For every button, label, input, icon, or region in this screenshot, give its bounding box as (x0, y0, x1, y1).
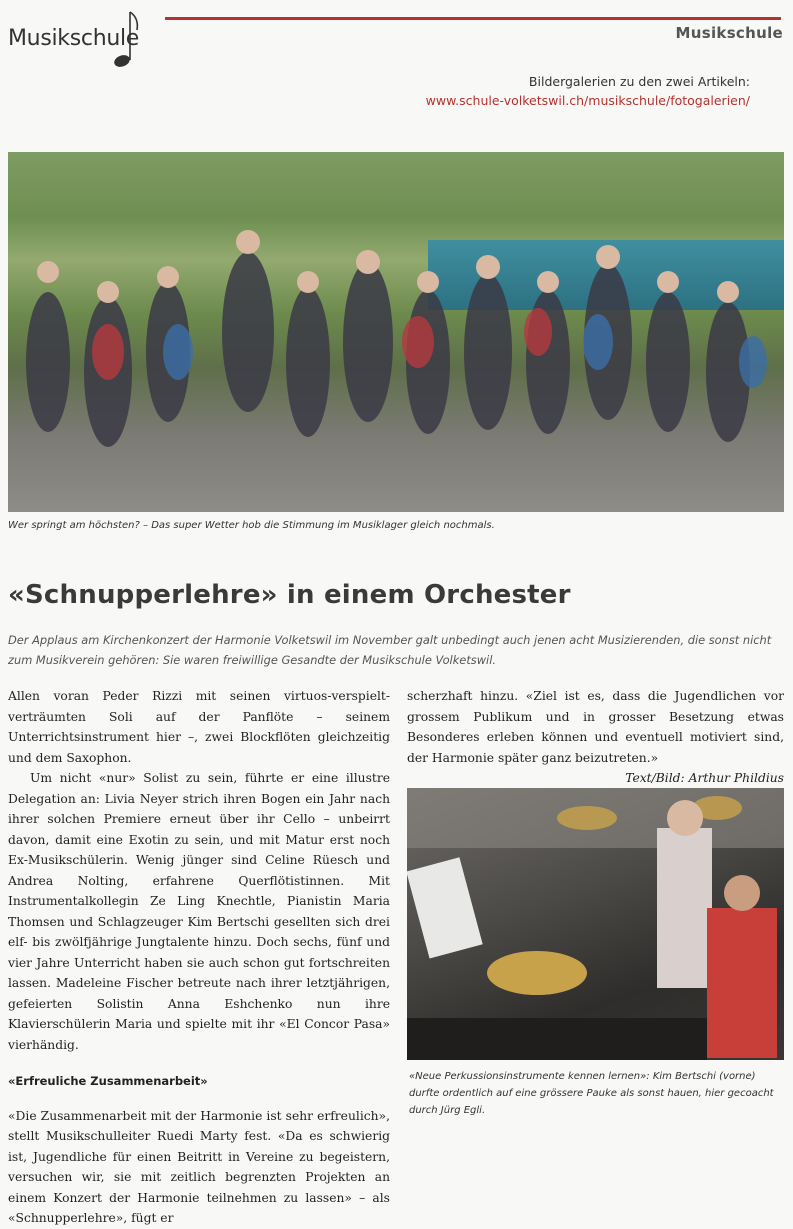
gallery-note (420, 72, 750, 110)
header-rule (165, 17, 781, 20)
paragraph: «Die Zusammenarbeit mit der Harmonie ist sehr erfreulich», stellt Musikschulleiter Ruedi Marty fest. «Da es schwierig ist, Jugendliche für einen Beitritt in Vereine zu begeistern, versuchen wir, sie mit zeitlich begrenzten Projekten an einem Konzert der Harmonie teilnehmen zu lassen» – als «Schnupperlehre», fügt er (8, 1108, 390, 1225)
section-label: Musikschule (675, 24, 783, 42)
article-subhead: «Erfreuliche Zusammenarbeit» (8, 1074, 208, 1088)
paragraph: Um nicht «nur» Solist zu sein, führte er eine illustre Delegation an: Livia Neyer strich ihren Bogen ein Jahr nach ihrer solchen Premiere erneut über ihr Cello – unbeirrt davon, damit eine Exotin zu sein, und mit Matur erst noch Ex-Musikschülerin. Wenig jünger sind Celine Rüesch und Andrea Nolting, erfahrene Querflötistinnen. Mit Instrumentalkollegin Ze Ling Knechtle, Pianistin Maria Thomsen und Schlagzeuger Kim Bertschi gesellten sich drei elf- bis zwölfjährige Jungtalente hinzu. Doch sechs, fünf und vier Jahre Unterricht haben sie auch schon gut fortschreiten lassen. Madeleine Fischer betreute nach ihrer letztjährigen, gefeierten Solistin Anna Eshchenko nun ihre Klavierschülerin Maria und spielte mit ihr «El Concor Pasa» vierhändig. (8, 771, 390, 1052)
photo-percussion-illustration (407, 788, 784, 1060)
photo-crowd-illustration (8, 212, 784, 512)
photo-caption: Wer springt am höchsten? – Das super Wetter hob die Stimmung im Musiklager gleich nochmals. (8, 520, 495, 531)
author-credit: Text/Bild: Arthur Phildius (625, 771, 784, 785)
article-column-right (407, 686, 784, 789)
photo-caption: «Neue Perkussionsinstrumente kennen lernen»: Kim Bertschi (vorne) durfte ordentlich auf eine grössere Pauke als sonst hauen, hier gecoacht durch Jürg Egli. (409, 1071, 774, 1116)
gallery-title: Bildergalerien zu den zwei Artikeln: (528, 74, 750, 89)
group-photo (8, 152, 784, 512)
logo-text: Musikschule (8, 26, 140, 51)
article-column-left (8, 686, 390, 1229)
paragraph: Allen voran Peder Rizzi mit seinen virtuos-verspielt-verträumten Soli auf der Panflöte – seinem Unterrichtsinstrument hier –, zwei Blockflöten gleichzeitig und dem Saxophon. (8, 689, 390, 765)
gallery-link[interactable]: www.schule-volketswil.ch/musikschule/fotogalerien/ (425, 93, 750, 108)
paragraph: scherzhaft hinzu. «Ziel ist es, dass die Jugendlichen vor grossem Publikum und in grosser Besetzung etwas Besonderes erleben können und eventuell motiviert sind, der Harmonie später ganz beizutreten.» (407, 689, 784, 765)
percussion-photo (407, 788, 784, 1060)
article-title: «Schnupperlehre» in einem Orchester (8, 580, 571, 610)
music-note-icon (103, 6, 143, 70)
article-lead: Der Applaus am Kirchenkonzert der Harmonie Volketswil im November galt unbedingt auch jenen acht Musizierenden, die sonst nicht zum Musikverein gehören: Sie waren freiwillige Gesandte der Musikschule Volketswil. (8, 633, 772, 667)
